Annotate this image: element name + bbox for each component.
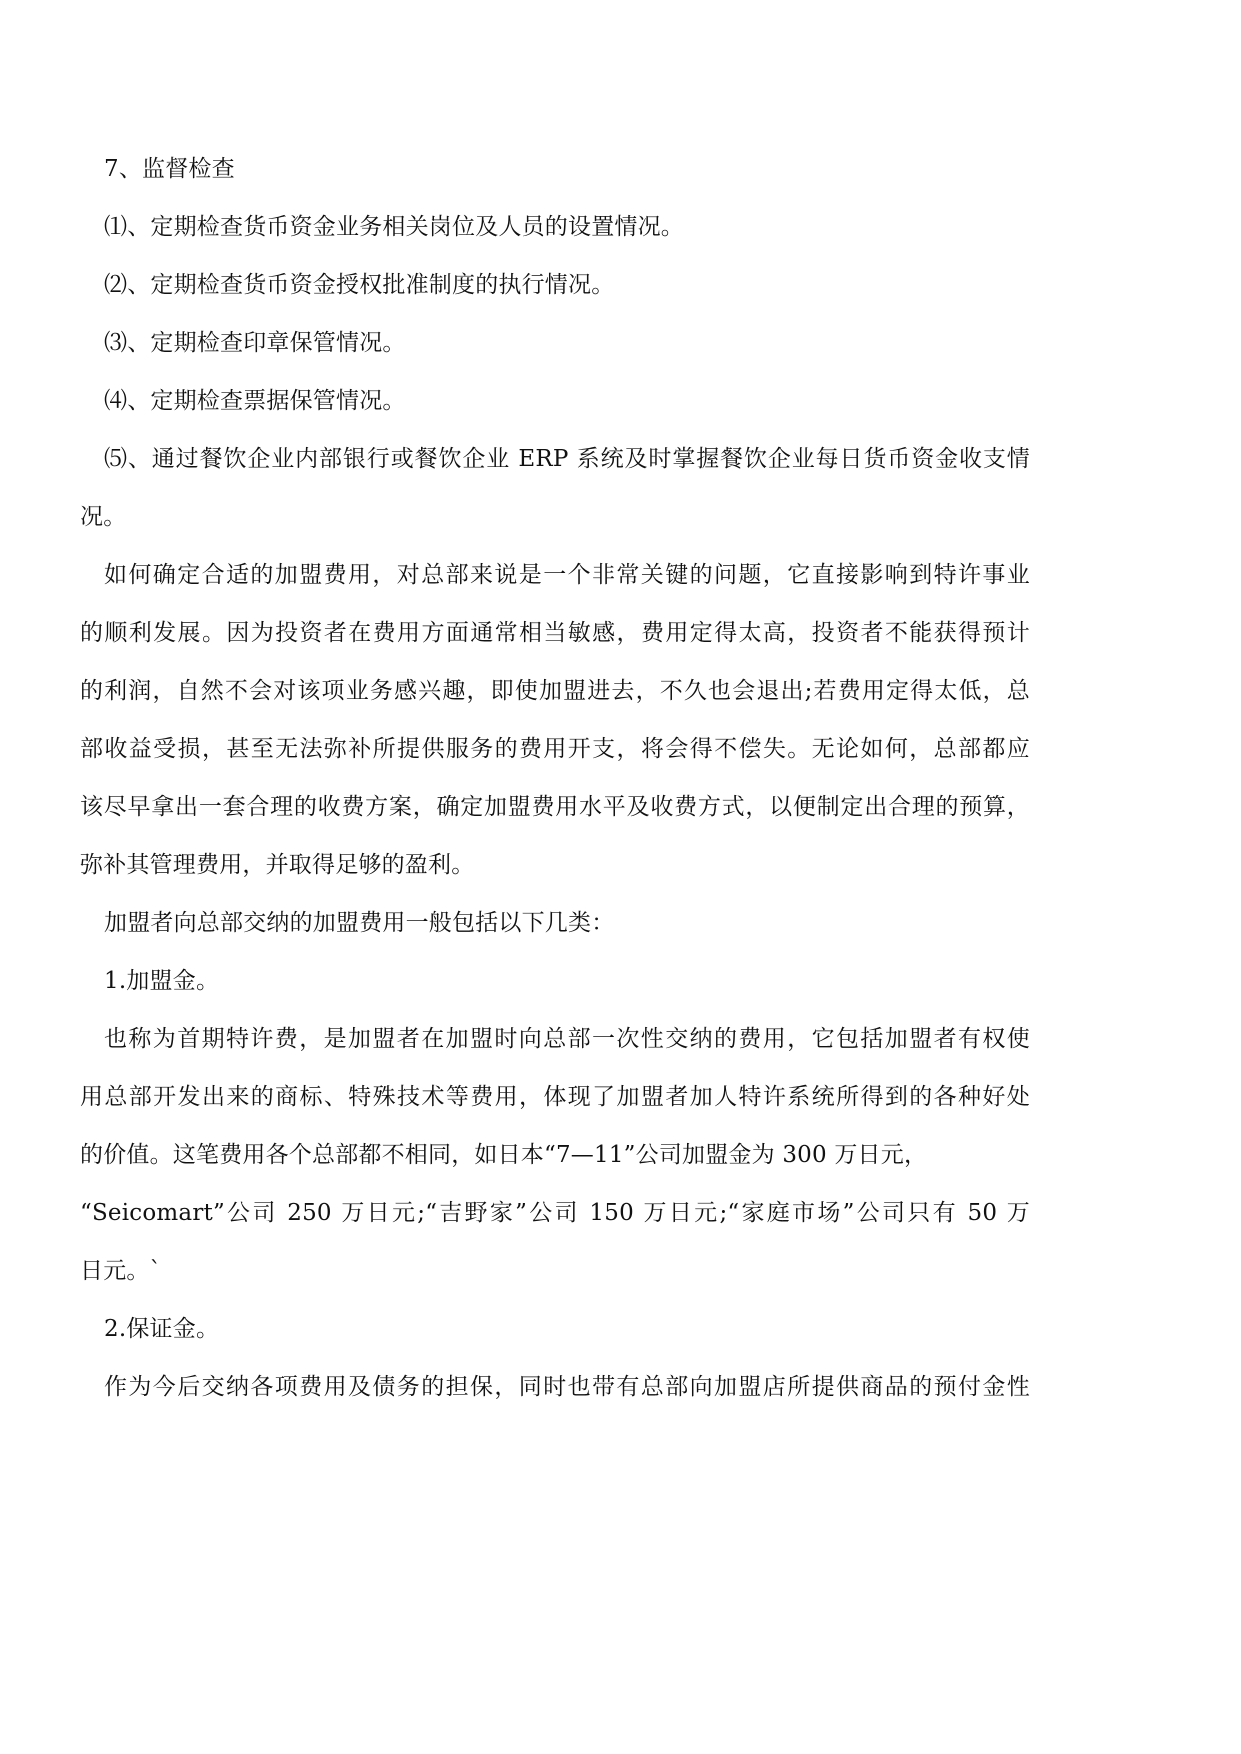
document-page <box>80 140 1030 1416</box>
paragraph-line: 的顺利发展。因为投资者在费用方面通常相当敏感，费用定得太高，投资者不能获得预计 <box>80 620 1030 646</box>
list-item: ⑵、定期检查货币资金授权批准制度的执行情况。 <box>104 272 615 298</box>
list-item: ⑸、通过餐饮企业内部银行或餐饮企业 ERP 系统及时掌握餐饮企业每日货币资金收支情 <box>104 446 1030 472</box>
list-item-continuation: 况。 <box>80 504 127 530</box>
paragraph-line: 如何确定合适的加盟费用，对总部来说是一个非常关键的问题，它直接影响到特许事业 <box>104 562 1030 588</box>
subheading: 2.保证金。 <box>104 1316 220 1342</box>
paragraph-line: 作为今后交纳各项费用及债务的担保，同时也带有总部向加盟店所提供商品的预付金性 <box>104 1374 1030 1400</box>
paragraph-line: 用总部开发出来的商标、特殊技术等费用，体现了加盟者加人特许系统所得到的各种好处 <box>80 1084 1030 1110</box>
paragraph-line: 日元。` <box>80 1258 162 1284</box>
list-item: ⑶、定期检查印章保管情况。 <box>104 330 406 356</box>
paragraph-line: 该尽早拿出一套合理的收费方案，确定加盟费用水平及收费方式，以便制定出合理的预算， <box>80 794 1030 820</box>
paragraph-line: 部收益受损，甚至无法弥补所提供服务的费用开支，将会得不偿失。无论如何，总部都应 <box>80 736 1030 762</box>
paragraph-line: 的利润，自然不会对该项业务感兴趣，即使加盟进去，不久也会退出;若费用定得太低，总 <box>80 678 1030 704</box>
section-heading: 7、监督检查 <box>104 156 235 182</box>
paragraph-line: 加盟者向总部交纳的加盟费用一般包括以下几类： <box>104 910 615 936</box>
list-item: ⑷、定期检查票据保管情况。 <box>104 388 406 414</box>
paragraph-line: 也称为首期特许费，是加盟者在加盟时向总部一次性交纳的费用，它包括加盟者有权使 <box>104 1026 1030 1052</box>
paragraph-line: 的价值。这笔费用各个总部都不相同，如日本“7—11”公司加盟金为 300 万日元， <box>80 1142 928 1168</box>
paragraph-line: 弥补其管理费用，并取得足够的盈利。 <box>80 852 475 878</box>
subheading: 1.加盟金。 <box>104 968 220 994</box>
list-item: ⑴、定期检查货币资金业务相关岗位及人员的设置情况。 <box>104 214 684 240</box>
paragraph-line: “Seicomart”公司 250 万日元;“吉野家”公司 150 万日元;“家庭市场”公司只有 50 万 <box>80 1200 1030 1226</box>
